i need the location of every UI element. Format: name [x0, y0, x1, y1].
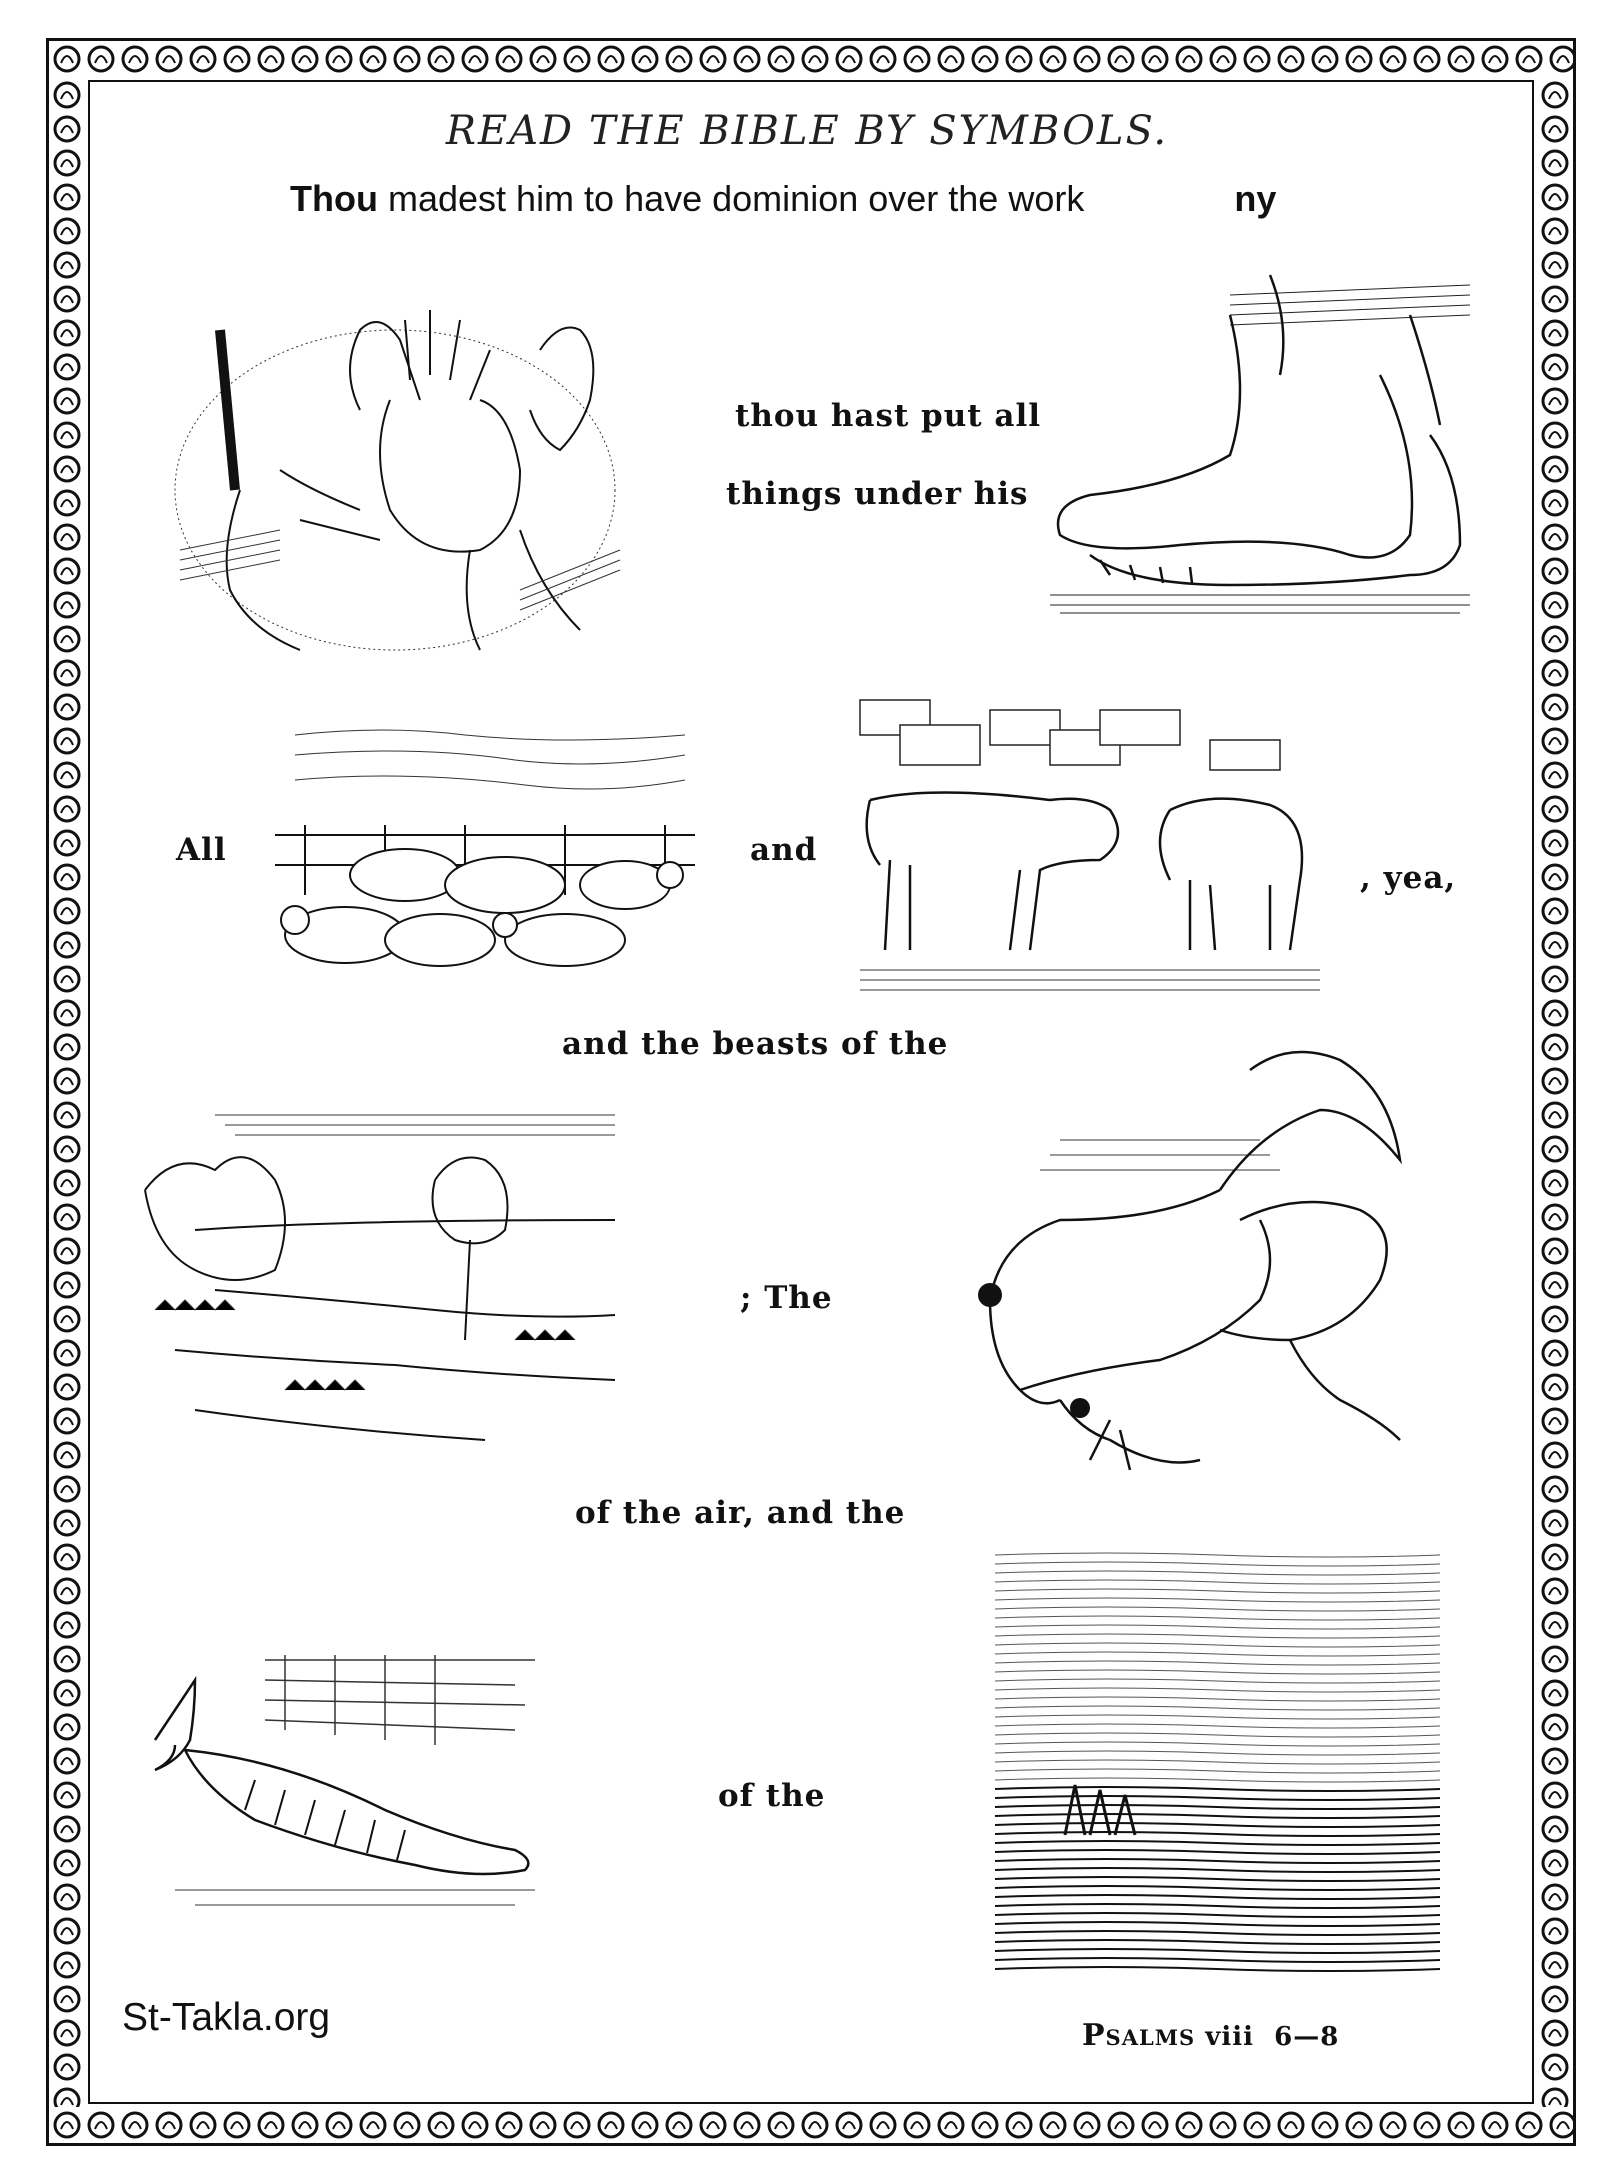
verse-fragment-yea: , yea,: [1360, 860, 1457, 896]
hands-illustration: [160, 290, 630, 670]
reference-verses: 6—8: [1274, 2022, 1340, 2052]
verse-fragment-of-the-air: of the air, and the: [575, 1495, 906, 1531]
border-band-bottom: [49, 2107, 1573, 2143]
opening-rest: madest him to have dominion over the work: [387, 178, 1085, 219]
verse-fragment-beasts: and the beasts of the: [562, 1026, 949, 1062]
fish-illustration: [135, 1650, 555, 1920]
verse-fragment-all: All: [176, 832, 227, 868]
border-band-left: [49, 77, 85, 2107]
scripture-reference: [1082, 2018, 1339, 2053]
feet-illustration: [1030, 255, 1480, 625]
sheep-illustration: [265, 725, 695, 975]
verse-fragment-of-the: of the: [718, 1778, 826, 1814]
border-band-top: [49, 41, 1573, 77]
page-heading: READ THE BIBLE BY SYMBOLS.: [445, 108, 1169, 154]
opening-line: [290, 178, 1276, 220]
field-illustration: [135, 1110, 625, 1460]
oxen-illustration: [850, 690, 1330, 1000]
opening-trailing-fragment: ny: [1234, 178, 1277, 219]
fowl-illustration: [960, 1040, 1470, 1480]
reference-chapter: viii: [1205, 2022, 1255, 2052]
verse-fragment-semicolon-the: ; The: [740, 1280, 833, 1316]
verse-fragment-and: and: [750, 832, 818, 868]
sea-illustration: [965, 1535, 1470, 1995]
border-band-right: [1537, 77, 1573, 2107]
reference-book: Psalms: [1082, 2018, 1196, 2053]
verse-fragment-put-all: thou hast put all: [735, 398, 1042, 434]
watermark: St-Takla.org: [122, 1996, 331, 2039]
opening-bold-word: Thou: [290, 178, 378, 219]
verse-fragment-under-his: things under his: [726, 476, 1029, 512]
